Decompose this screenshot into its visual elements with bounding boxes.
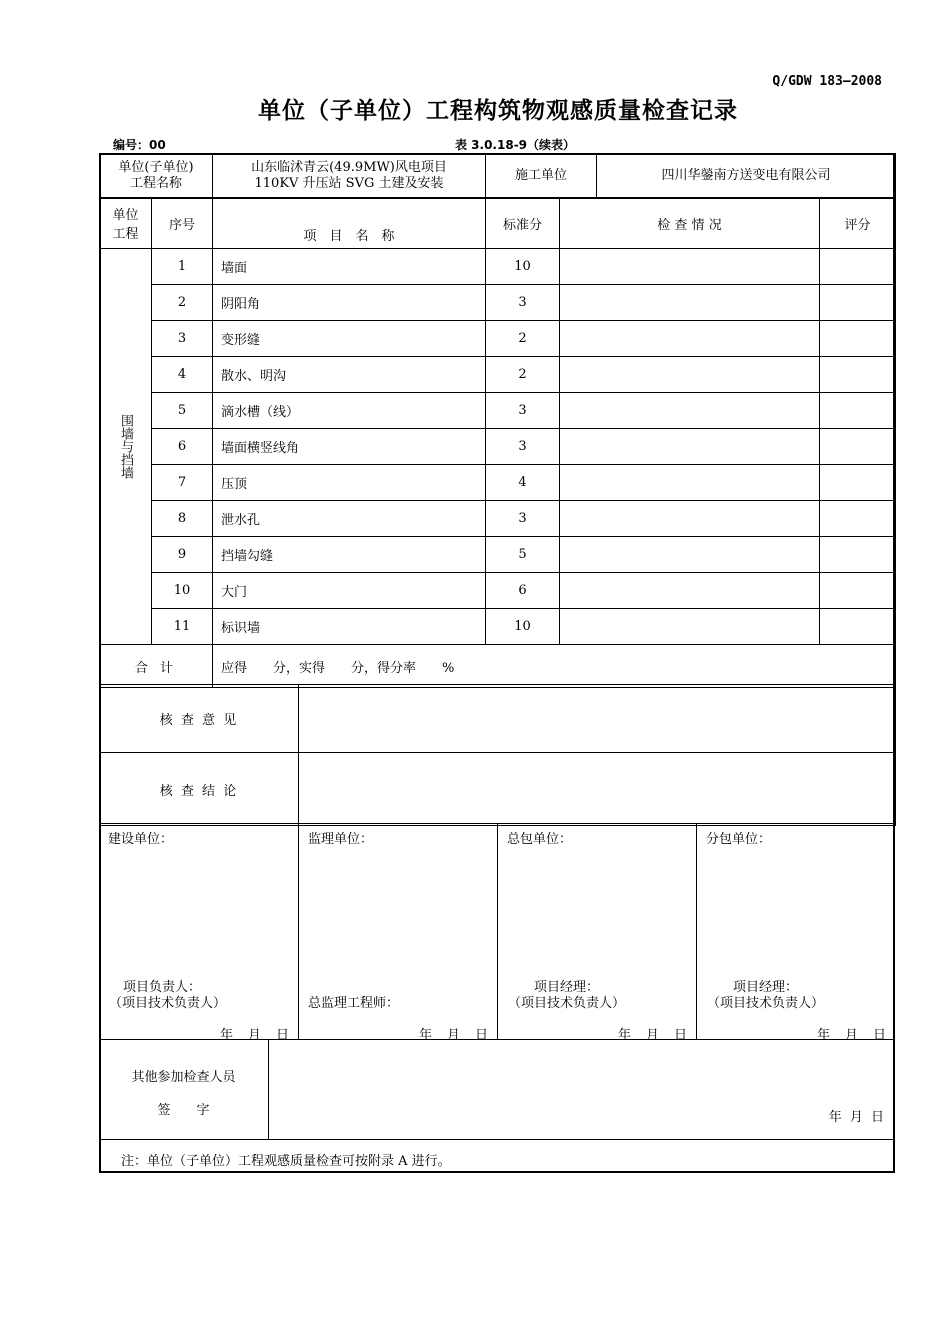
gc-project-manager-label: 项目经理：: [534, 980, 600, 995]
unit-label-line-1: 单位(子单位): [118, 160, 194, 175]
chief-supervisor-label: 总监理工程师：: [308, 996, 400, 1011]
other-participants-label: 其他参加检查人员: [131, 1070, 236, 1085]
tech-leader-label: （项目技术负责人）: [109, 996, 227, 1011]
header-unit-line-1: 单位: [112, 208, 139, 223]
item-no: 4: [152, 357, 213, 393]
contractor-name: 四川华鎣南方送变电有限公司: [597, 154, 896, 199]
item-name: 挡墙勾缝: [213, 537, 486, 573]
item-no: 1: [152, 249, 213, 285]
header-unit-line-2: 工程: [112, 227, 139, 242]
subcontractor-label: 分包单位：: [706, 832, 772, 847]
header-seq: 序号: [152, 198, 213, 249]
summary-label: 合 计: [100, 645, 213, 688]
summary-text[interactable]: 应得 分，实得 分，得分率 %: [213, 645, 896, 688]
item-name: 阴阳角: [213, 285, 486, 321]
item-name: 变形缝: [213, 321, 486, 357]
standard-code: Q/GDW 183—2008: [772, 74, 882, 89]
item-std: 3: [486, 429, 560, 465]
item-no: 11: [152, 609, 213, 645]
build-unit-date: 年 月 日: [219, 1028, 290, 1043]
item-std: 10: [486, 249, 560, 285]
item-no: 9: [152, 537, 213, 573]
item-name: 墙面横竖线角: [213, 429, 486, 465]
outer-frame: [99, 153, 895, 1173]
footer-note-text: 注：单位（子单位）工程观感质量检查可按附录 A 进行。: [121, 1154, 451, 1169]
build-unit-label: 建设单位：: [108, 832, 174, 847]
supervision-unit-date: 年 月 日: [418, 1028, 489, 1043]
item-std: 3: [486, 501, 560, 537]
item-name: 滴水槽（线）: [213, 393, 486, 429]
group-label: 围墙与挡墙: [118, 414, 133, 479]
project-name-line-2: 110KV 升压站 SVG 土建及安装: [254, 176, 444, 191]
contractor-label: 施工单位: [486, 154, 597, 199]
item-no: 5: [152, 393, 213, 429]
item-std: 10: [486, 609, 560, 645]
other-participants-sign-label: 签 字: [157, 1103, 210, 1118]
sc-project-manager-label: 项目经理：: [733, 980, 799, 995]
item-name: 泄水孔: [213, 501, 486, 537]
item-std: 2: [486, 357, 560, 393]
item-no: 6: [152, 429, 213, 465]
subcontractor-date: 年 月 日: [816, 1028, 887, 1043]
item-name: 大门: [213, 573, 486, 609]
general-contractor-label: 总包单位：: [507, 832, 573, 847]
review-opinion-label: 核 查 意 见: [100, 685, 299, 753]
other-participants-date: 年 月 日: [828, 1110, 886, 1125]
gc-tech-leader-label: （项目技术负责人）: [508, 996, 626, 1011]
item-std: 5: [486, 537, 560, 573]
project-name-line-1: 山东临沭青云(49.9MW)风电项目: [251, 160, 447, 175]
item-no: 7: [152, 465, 213, 501]
supervision-unit-label: 监理单位：: [308, 832, 374, 847]
review-conclusion-label: 核 查 结 论: [100, 753, 299, 826]
item-no: 2: [152, 285, 213, 321]
header-score: 评分: [820, 198, 896, 249]
item-name: 压顶: [213, 465, 486, 501]
general-contractor-date: 年 月 日: [617, 1028, 688, 1043]
unit-label-line-2: 工程名称: [129, 176, 182, 191]
item-std: 6: [486, 573, 560, 609]
item-name: 散水、明沟: [213, 357, 486, 393]
sc-tech-leader-label: （项目技术负责人）: [707, 996, 825, 1011]
page-title: 单位（子单位）工程构筑物观感质量检查记录: [258, 98, 738, 124]
item-no: 8: [152, 501, 213, 537]
item-no: 10: [152, 573, 213, 609]
project-leader-label: 项目负责人：: [123, 980, 202, 995]
item-std: 3: [486, 393, 560, 429]
table-number: 表 3.0.18-9（续表）: [455, 138, 576, 152]
header-std: 标准分: [486, 198, 560, 249]
item-std: 2: [486, 321, 560, 357]
item-name: 标识墙: [213, 609, 486, 645]
header-item: 项 目 名 称: [213, 198, 486, 249]
record-number: 编号：00: [113, 138, 166, 152]
item-name: 墙面: [213, 249, 486, 285]
item-std: 3: [486, 285, 560, 321]
header-check: 检 查 情 况: [560, 198, 820, 249]
item-no: 3: [152, 321, 213, 357]
item-std: 4: [486, 465, 560, 501]
